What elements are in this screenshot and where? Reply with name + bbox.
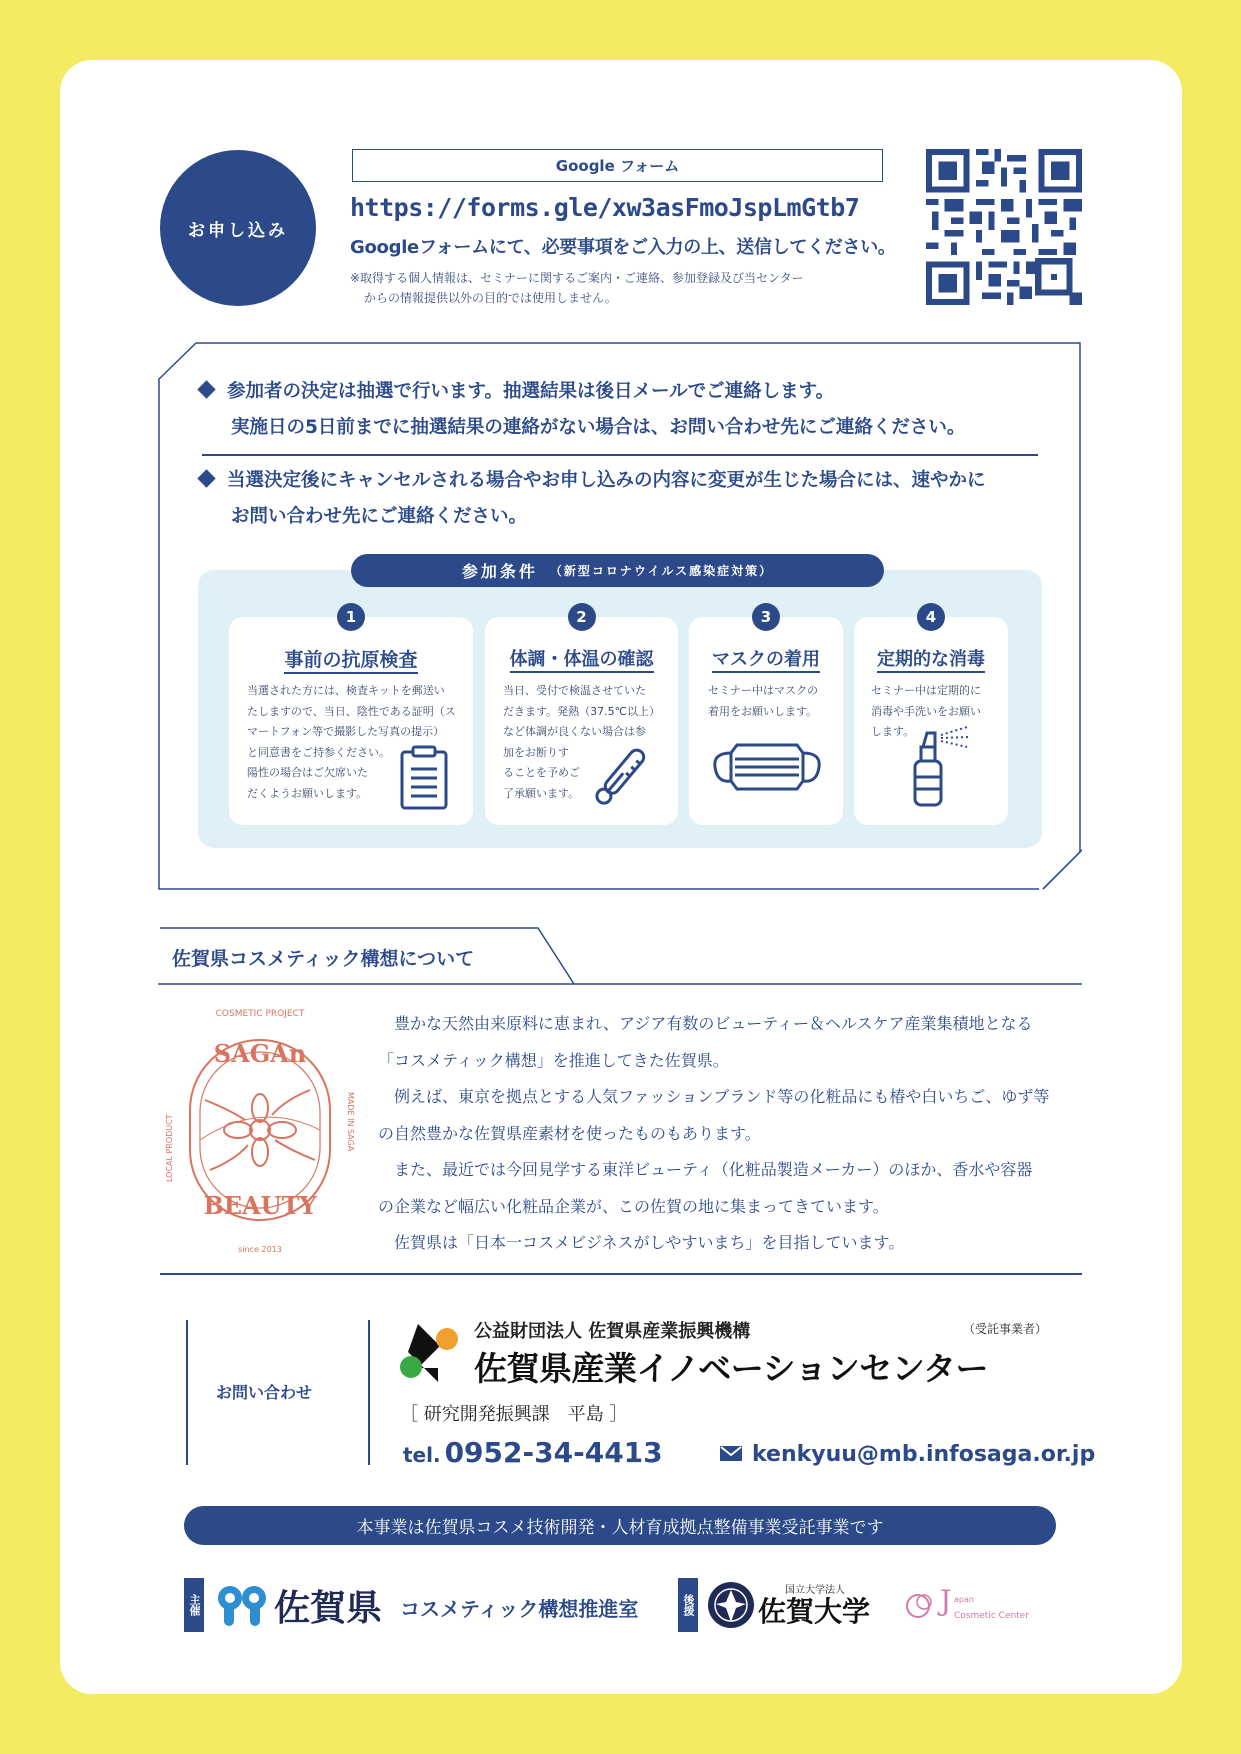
condition-text: セミナー中は定期的に 消毒や手洗いをお願い します。: [871, 684, 981, 738]
condition-card-mask: [689, 608, 843, 825]
privacy-note: ※取得する個人情報は、セミナーに関するご案内・ご連絡、参加登録及び当センター からの情報提供以外の目的では使用しません。: [350, 271, 804, 305]
sagan-beauty-logo: [160, 1000, 360, 1260]
condition-title: 体調・体温の確認: [485, 645, 678, 671]
condition-title: 定期的な消毒: [854, 645, 1008, 671]
contact-label: お問い合わせ: [216, 1383, 313, 1402]
contact-department: ［ 研究開発振興課 平島 ］: [400, 1404, 628, 1425]
about-heading: 佐賀県コスメティック構想について: [172, 948, 475, 970]
diamond-bullet-icon: [197, 380, 215, 398]
contact-bar-left: [186, 1320, 188, 1465]
condition-number: 4: [917, 603, 945, 631]
jcc-small-text: apan: [954, 1595, 974, 1604]
university-name: 佐賀大学: [758, 1595, 871, 1628]
org-name: 佐賀県産業イノベーションセンター: [474, 1349, 989, 1388]
form-url-link[interactable]: https://forms.gle/xw3asFmoJspLmGtb7: [350, 193, 860, 222]
prefecture-department: コスメティック構想推進室: [400, 1597, 639, 1621]
form-label: Google フォーム: [352, 149, 883, 182]
about-body: 豊かな天然由来原料に恵まれ、アジア有数のビューティー＆ヘルスケア産業集積地となる 「コスメティック構想」を推進してきた佐賀県。 例えば、東京を拠点とする人気ファッションブランド等の化粧品にも椿や白いちご、ゆず等 の自然豊かな佐賀県産素材を使ったものもあります。 また、最近では今回見学する東洋ビューティ（化粧品製造メーカー）のほか、香水や容器 の企業など幅広い化粧品企業が、この佐賀の地に集まってきています。 佐賀県は「日本一コスメビジネスがしやすいまち」を目指しています。: [378, 1014, 1050, 1252]
form-description: Googleフォームにて、必要事項をご入力の上、送信してください。: [350, 237, 896, 258]
conditions-title: 参加条件 （新型コロナウイルス感染症対策）: [351, 554, 884, 587]
saga-university-emblem-icon: [706, 1580, 756, 1630]
japan-cosmetic-center-logo: [900, 1580, 1060, 1628]
condition-card-antigen: [229, 608, 473, 825]
condition-number: 3: [752, 603, 780, 631]
support-tag: 後援: [678, 1578, 698, 1632]
innovation-center-logo-icon: [398, 1322, 460, 1384]
jcc-letter: J: [940, 1584, 952, 1617]
condition-text: セミナー中はマスクの 着用をお願いします。: [708, 684, 818, 718]
logo-name-beauty: BEAUTY: [203, 1191, 317, 1220]
logo-top-text: COSMETIC PROJECT: [215, 1009, 305, 1019]
notice-divider: [202, 454, 1038, 456]
condition-text: 当日、受付で検温させていた だきます。発熱（37.5℃以上） など体調が良くない場合は参 加をお断りす ることを予めご 了承願います。: [503, 684, 660, 800]
thermometer-icon: [585, 742, 655, 812]
contact-bar-right: [368, 1320, 370, 1465]
condition-text: 当選された方には、検査キットを郵送い たしますので、当日、陰性である証明（ス マートフォン等で撮影した写真の提示） と同意書をご持参ください。 陽性の場合はご欠席いた だくようお願いします。: [247, 684, 456, 800]
logo-left-text: LOCAL PRODUCT: [165, 1114, 174, 1182]
mask-icon: [711, 739, 823, 795]
condition-card-temperature: [485, 608, 678, 825]
host-tag: 主催: [184, 1578, 204, 1632]
jcc-text: Cosmetic Center: [954, 1611, 1029, 1621]
prefecture-name: 佐賀県: [274, 1588, 383, 1629]
diamond-bullet-icon: [197, 469, 215, 487]
condition-title: マスクの着用: [689, 645, 843, 671]
logo-since-text: since 2013: [238, 1245, 282, 1254]
logo-right-text: MADE IN SAGA: [346, 1092, 355, 1152]
apply-badge: お申し込み: [160, 150, 316, 306]
notice-item-lottery: 参加者の決定は抽選で行います。抽選結果は後日メールでご連絡します。 実施日の5日前までに抽選結果の連絡がない場合は、お問い合わせ先にご連絡ください。: [200, 374, 965, 446]
condition-number: 2: [568, 603, 596, 631]
notice-item-cancel: 当選決定後にキャンセルされる場合やお申し込みの内容に変更が生じた場合には、速やかに お問い合わせ先にご連絡ください。: [200, 463, 986, 535]
document-icon: [399, 745, 451, 811]
phone-number[interactable]: tel. 0952-34-4413: [403, 1436, 663, 1469]
org-role: （受託事業者）: [963, 1322, 1048, 1336]
condition-card-disinfect: [854, 608, 1008, 825]
condition-number: 1: [337, 603, 365, 631]
qr-code[interactable]: [926, 149, 1082, 305]
project-banner: 本事業は佐賀県コスメ技術開発・人材育成拠点整備事業受託事業です: [184, 1506, 1056, 1545]
university-type: 国立大学法人: [785, 1585, 845, 1596]
condition-title: 事前の抗原検査: [229, 645, 473, 672]
org-subtitle: 公益財団法人 佐賀県産業振興機構: [474, 1321, 751, 1342]
logo-name-sagan: SAGAn: [213, 1039, 307, 1068]
spray-bottle-icon: [909, 725, 971, 807]
about-divider: [160, 1273, 1082, 1275]
saga-prefecture-emblem-icon: [216, 1582, 268, 1628]
envelope-icon: [720, 1446, 742, 1461]
email-link[interactable]: kenkyuu@mb.infosaga.or.jp: [720, 1442, 1095, 1467]
